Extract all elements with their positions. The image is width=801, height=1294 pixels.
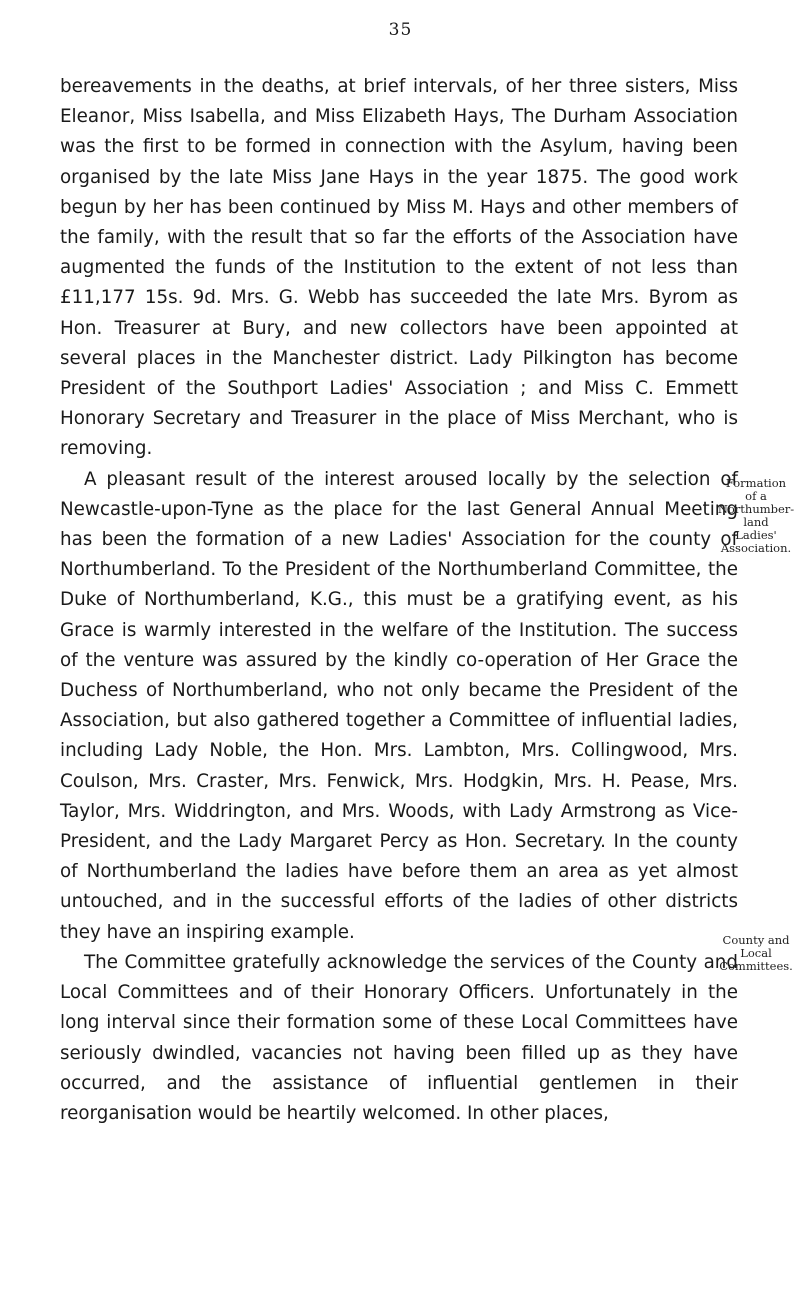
- page-number: 35: [388, 20, 413, 40]
- paragraph-1: bereavements in the deaths, at brief intervals, of her three sisters, Miss Eleanor, Miss Isabella, and Miss Elizabeth Hays, The Durham Association was the first to be formed in connection with the Asylum, having been organised by the late Miss Jane Hays in the year 1875. The good work begun by her has been continued by Miss M. Hays and other members of the family, with the result that so far the efforts of the Association have augmented the funds of the Institution to the extent of not less than £11,177 15s. 9d. Mrs. G. Webb has succeeded the late Mrs. Byrom as Hon. Treasurer at Bury, and new collectors have been appointed at several places in the Manchester district. Lady Pilkington has become President of the Southport Ladies' Association ; and Miss C. Emmett Honorary Secretary and Treasurer in the place of Miss Merchant, who is removing.: [60, 76, 738, 460]
- sidenote-line: land: [743, 515, 769, 529]
- sidenote-line: County and: [722, 933, 790, 947]
- sidenote-line: Ladies': [735, 528, 777, 542]
- sidenote-formation: [716, 477, 796, 555]
- sidenote-line: of a: [745, 489, 767, 503]
- paragraph-2: A pleasant result of the interest aroused locally by the selection of Newcastle-upon-Tyne as the place for the last General Annual Meeting has been the formation of a new Ladies' Association for the county of Northumberland. To the President of the Northumberland Committee, the Duke of Northumberland, K.G., this must be a gratifying event, as his Grace is warmly interested in the welfare of the Institution. The success of the venture was assured by the kindly co-operation of Her Grace the Duchess of Northumberland, who not only became the President of the Association, but also gathered together a Committee of influential ladies, including Lady Noble, the Hon. Mrs. Lambton, Mrs. Collingwood, Mrs. Coulson, Mrs. Craster, Mrs. Fenwick, Mrs. Hodgkin, Mrs. H. Pease, Mrs. Taylor, Mrs. Widdrington, and Mrs. Woods, with Lady Armstrong as Vice-President, and the Lady Margaret Percy as Hon. Secretary. In the county of Northumberland the ladies have before them an area as yet almost untouched, and in the successful efforts of the ladies of other districts they have an inspiring example.: [60, 468, 738, 943]
- sidenote-line: Local: [740, 946, 772, 960]
- sidenote-line: Association.: [720, 541, 792, 555]
- sidenote-line: Committees.: [719, 959, 793, 973]
- body-text: [60, 72, 738, 1129]
- paragraph-3: The Committee gratefully acknowledge the services of the County and Local Committees and of their Honorary Officers. Unfortunately in the long interval since their formation some of these Local Committees have seriously dwindled, vacancies not having been filled up as they have occurred, and the assistance of influential gentlemen in their reorganisation would be heartily welcomed. In other places,: [60, 951, 738, 1124]
- sidenote-line: Northumber-: [717, 502, 795, 516]
- sidenote-line: Formation: [725, 476, 787, 490]
- sidenote-county-committees: [716, 934, 796, 973]
